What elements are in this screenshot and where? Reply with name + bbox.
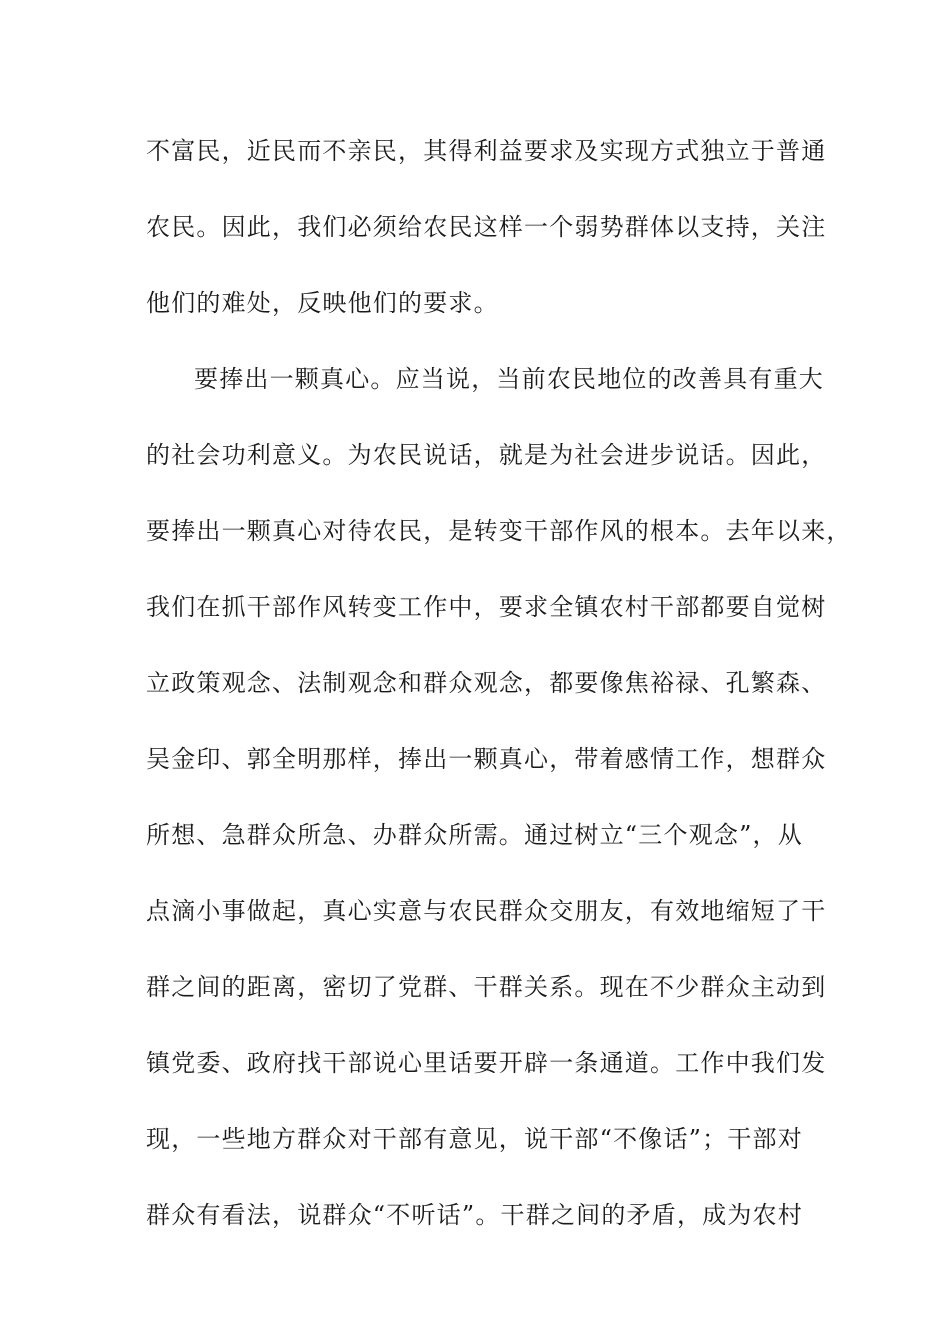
text-line-6: 要捧出一颗真心对待农民，是转变干部作风的根本。去年以来，	[146, 517, 852, 545]
text-line-15: 群众有看法，说群众“不听话”。干群之间的矛盾，成为农村	[146, 1201, 803, 1229]
text-line-8: 立政策观念、法制观念和群众观念，都要像焦裕禄、孔繁森、	[146, 669, 827, 697]
text-line-5: 的社会功利意义。为农民说话，就是为社会进步说话。因此，	[146, 441, 827, 469]
text-line-10: 所想、急群众所急、办群众所需。通过树立“三个观念”，从	[146, 821, 803, 849]
text-line-7: 我们在抓干部作风转变工作中，要求全镇农村干部都要自觉树	[146, 593, 827, 621]
text-line-1: 不富民，近民而不亲民，其得利益要求及实现方式独立于普通	[146, 137, 827, 165]
text-line-14: 现，一些地方群众对干部有意见，说干部“不像话”；干部对	[146, 1125, 803, 1153]
text-line-2: 农民。因此，我们必须给农民这样一个弱势群体以支持，关注	[146, 213, 827, 241]
text-line-13: 镇党委、政府找干部说心里话要开辟一条通道。工作中我们发	[146, 1049, 827, 1077]
text-line-3: 他们的难处，反映他们的要求。	[146, 289, 499, 317]
text-line-11: 点滴小事做起，真心实意与农民群众交朋友，有效地缩短了干	[146, 897, 827, 925]
text-line-9: 吴金印、郭全明那样，捧出一颗真心，带着感情工作，想群众	[146, 745, 827, 773]
text-line-12: 群之间的距离，密切了党群、干群关系。现在不少群众主动到	[146, 973, 827, 1001]
text-line-4: 要捧出一颗真心。应当说，当前农民地位的改善具有重大	[194, 365, 824, 393]
